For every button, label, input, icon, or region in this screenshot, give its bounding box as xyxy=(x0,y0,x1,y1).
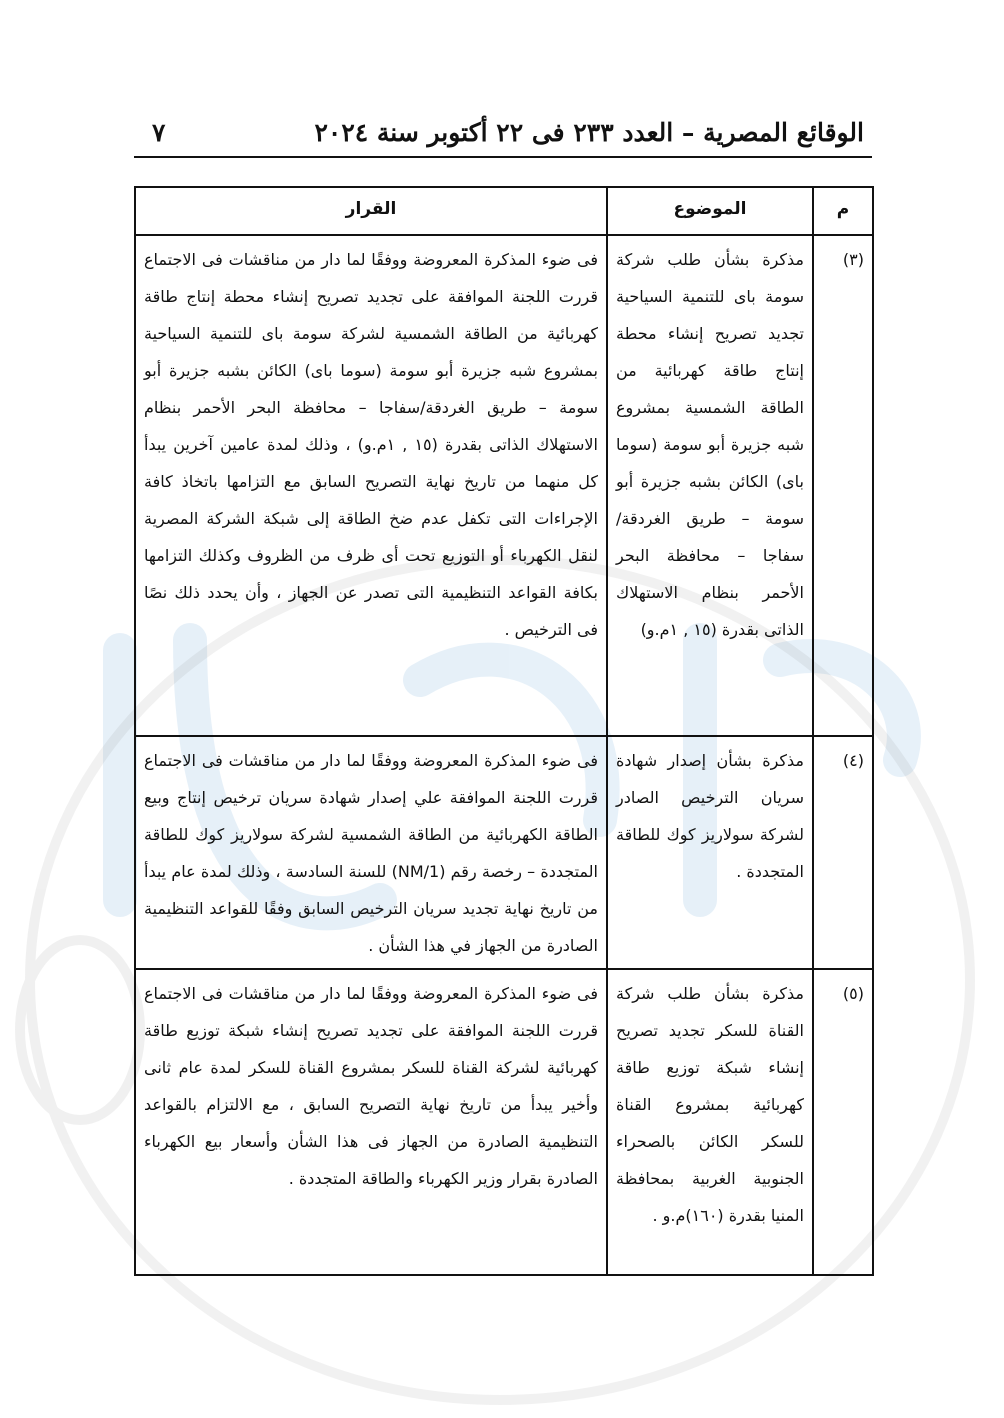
row-number: (٤) xyxy=(813,736,873,969)
header-title: الوقائع المصرية – العدد ٢٣٣ فى ٢٢ أكتوبر سنة ٢٠٢٤ xyxy=(314,118,864,147)
row-subject: مذكرة بشأن إصدار شهادة سريان الترخيص الصادر لشركة سولاريز كوك للطاقة المتجددة . xyxy=(607,736,813,969)
row-decision: فى ضوء المذكرة المعروضة ووفقًا لما دار من مناقشات فى الاجتماع قررت اللجنة الموافقة على تجديد تصريح إنشاء محطة إنتاج طاقة كهربائية من الطاقة الشمسية لشركة سومة باى للتنمية السياحية بمشروع شبه جزيرة أبو سومة (سوما باى) الكائن بشبه جزيرة أبو سومة – طريق الغردقة/سفاجا – محافظة البحر الأحمر بنظام الاستهلاك الذاتى بقدرة (١٥ , ١م.و) ، وذلك لمدة عامين آخرين يبدأ كل منهما من تاريخ نهاية التصريح السابق مع التزامها باتخاذ كافة الإجراءات التى تكفل عدم ضخ الطاقة إلى شبكة الشركة المصرية لنقل الكهرباء أو التوزيع تحت أى ظرف من الظروف وكذلك التزامها بكافة القواعد التنظيمية التى تصدر عن الجهاز ، وأن يحدد ذلك نصًا فى الترخيص . xyxy=(135,235,607,736)
table-row xyxy=(135,235,873,736)
table-header-row xyxy=(135,187,873,235)
column-header-number: م xyxy=(813,187,873,235)
row-number: (٣) xyxy=(813,235,873,736)
table-row xyxy=(135,969,873,1275)
table-row xyxy=(135,736,873,969)
decisions-table xyxy=(134,186,874,1276)
row-decision: فى ضوء المذكرة المعروضة ووفقًا لما دار من مناقشات فى الاجتماع قررت اللجنة الموافقة علي إصدار شهادة سريان ترخيص إنتاج وبيع الطاقة الكهربائية من الطاقة الشمسية لشركة سولاريز كوك للطاقة المتجددة – رخصة رقم (NM/1) للسنة السادسة ، وذلك لمدة عام يبدأ من تاريخ نهاية تجديد سريان الترخيص السابق وفقًا للقواعد التنظيمية الصادرة من الجهاز في هذا الشأن . xyxy=(135,736,607,969)
row-number: (٥) xyxy=(813,969,873,1275)
page-header xyxy=(134,112,872,158)
row-decision: فى ضوء المذكرة المعروضة ووفقًا لما دار من مناقشات فى الاجتماع قررت اللجنة الموافقة على تجديد تصريح إنشاء شبكة توزيع طاقة كهربائية لشركة القناة للسكر بمشروع القناة للسكر لمدة عام ثانى وأخير يبدأ من تاريخ نهاية التصريح السابق ، مع الالتزام بالقواعد التنظيمية الصادرة من الجهاز فى هذا الشأن وأسعار بيع الكهرباء الصادرة بقرار وزير الكهرباء والطاقة المتجددة . xyxy=(135,969,607,1275)
column-header-subject: الموضوع xyxy=(607,187,813,235)
column-header-decision: القرار xyxy=(135,187,607,235)
row-subject: مذكرة بشأن طلب شركة سومة باى للتنمية السياحية تجديد تصريح إنشاء محطة إنتاج طاقة كهربائية من الطاقة الشمسية بمشروع شبه جزيرة أبو سومة (سوما باى) الكائن بشبه جزيرة أبو سومة – طريق الغردقة/سفاجا – محافظة البحر الأحمر بنظام الاستهلاك الذاتى بقدرة (١٥ , ١م.و) xyxy=(607,235,813,736)
page-number: ٧ xyxy=(152,118,166,147)
row-subject: مذكرة بشأن طلب شركة القناة للسكر تجديد تصريح إنشاء شبكة توزيع طاقة كهربائية بمشروع القناة للسكر الكائن بالصحراء الجنوبية الغربية بمحافظة المنيا بقدرة (١٦٠)م.و . xyxy=(607,969,813,1275)
